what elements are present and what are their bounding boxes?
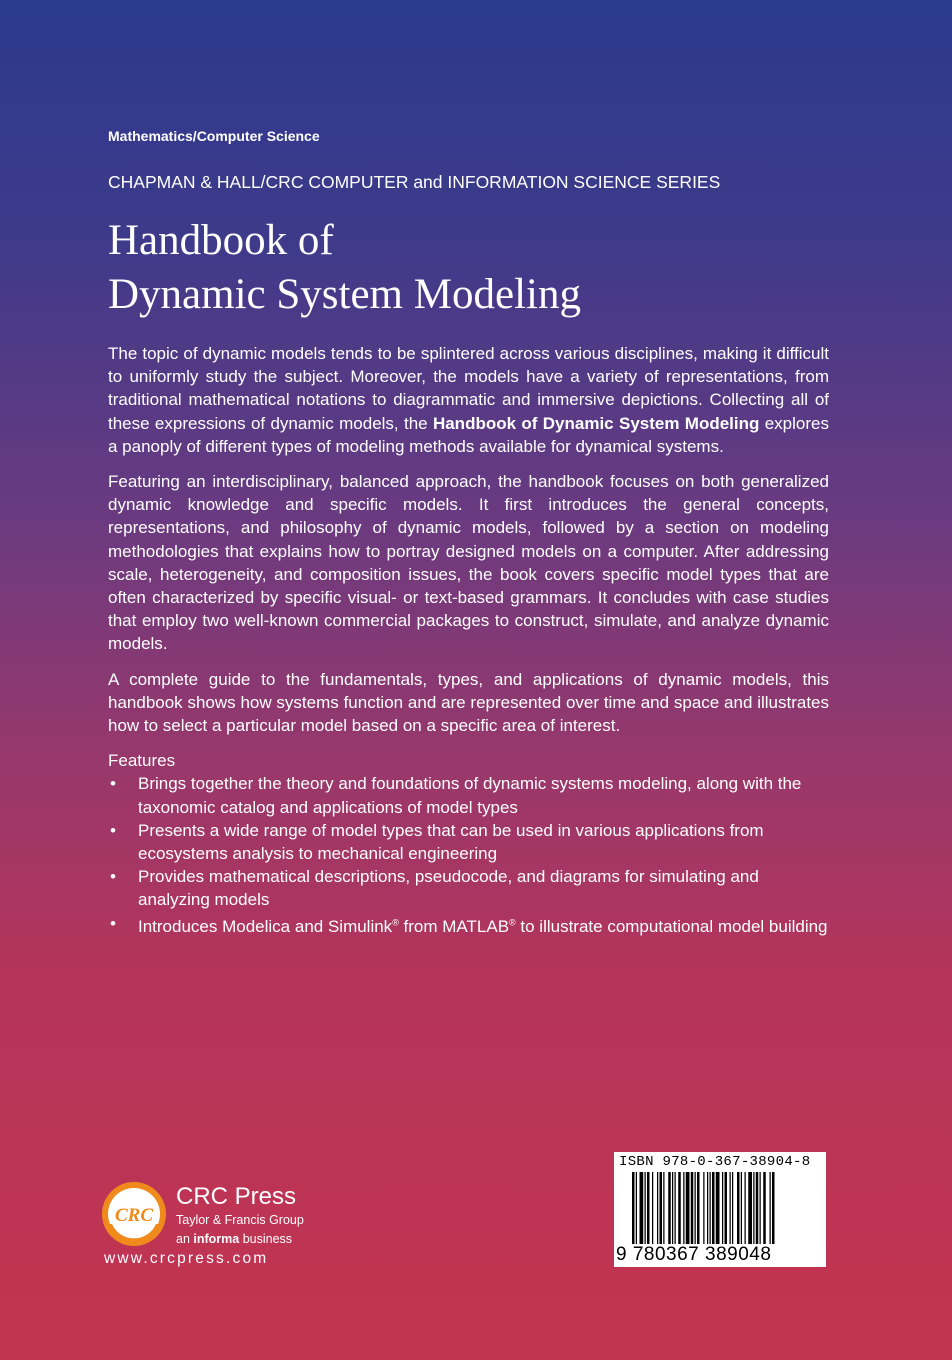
barcode-bar xyxy=(737,1172,740,1244)
registered-mark: ® xyxy=(509,917,516,928)
features-list xyxy=(108,772,829,938)
bullet-icon: • xyxy=(110,913,116,933)
barcode-bar xyxy=(675,1172,676,1244)
barcode-bar xyxy=(663,1172,664,1244)
paragraph-3: A complete guide to the fundamentals, types, and applications of dynamic models, this handbook shows how systems function and are represented over time and space and illustrates how to select a particular model based on a specific area of interest. xyxy=(108,669,829,736)
barcode-bar xyxy=(640,1172,644,1244)
feature-item xyxy=(108,865,829,911)
book-title-line-1: Handbook of xyxy=(108,217,334,264)
barcode-bar xyxy=(710,1172,711,1244)
isbn-barcode xyxy=(614,1152,826,1267)
barcode-bar xyxy=(756,1172,759,1244)
isbn-digits: 9 780367 389048 xyxy=(616,1244,772,1265)
barcode-bar xyxy=(647,1172,650,1244)
barcode-bar xyxy=(691,1172,694,1244)
crc-logo-icon xyxy=(100,1180,168,1248)
barcode-bar xyxy=(732,1172,733,1244)
barcode-bar xyxy=(725,1172,728,1244)
barcode-bar xyxy=(672,1172,673,1244)
bullet-icon: • xyxy=(110,867,116,887)
barcode-bar xyxy=(636,1172,637,1244)
publisher-block xyxy=(100,1180,330,1280)
barcode-bar xyxy=(763,1172,766,1244)
barcode-bar xyxy=(695,1172,696,1244)
book-title-line-2: Dynamic System Modeling xyxy=(108,271,581,318)
barcode-bar xyxy=(741,1172,742,1244)
barcode-bar xyxy=(760,1172,761,1244)
feature-text: Brings together the theory and foundations of dynamic systems modeling, along with the taxonomic catalog and applications of model types xyxy=(138,774,802,817)
barcode-bar xyxy=(632,1172,635,1244)
barcode-bar xyxy=(745,1172,746,1244)
barcode-bar xyxy=(753,1172,754,1244)
barcode-bar xyxy=(678,1172,681,1244)
barcode-bar xyxy=(652,1172,653,1244)
features-heading: Features xyxy=(108,751,176,771)
publisher-informa: an informa business xyxy=(176,1232,293,1246)
feature-item xyxy=(108,912,829,939)
barcode-bar xyxy=(703,1172,704,1244)
isbn-label: ISBN 978-0-367-38904-8 xyxy=(619,1154,811,1170)
publisher-url[interactable]: www.crcpress.com xyxy=(104,1250,269,1267)
feature-text: Provides mathematical descriptions, pseudocode, and diagrams for simulating and analyzing models xyxy=(138,867,759,910)
barcode-bar xyxy=(712,1172,715,1244)
bullet-icon: • xyxy=(110,820,116,840)
barcode-bar xyxy=(748,1172,752,1244)
paragraph-1 xyxy=(108,342,829,458)
barcode-bar xyxy=(772,1172,775,1244)
registered-mark: ® xyxy=(392,917,399,928)
paragraph-1-end: explores a panoply of different types of modeling methods available for dynamical systems. xyxy=(108,413,829,456)
barcode-bar xyxy=(730,1172,731,1244)
paragraph-1-start: The topic of dynamic models tends to be splintered across various disciplines, making it difficult to uniformly study the subject. Moreover, the models have a variety of representations, from traditional mathematical notations to diagrammatic and immersive depictions. Collecting all of these expressions of dynamic models, the xyxy=(108,344,829,433)
barcode-bars xyxy=(632,1172,820,1250)
book-title xyxy=(108,214,581,322)
subject-category: Mathematics/Computer Science xyxy=(108,128,320,144)
publisher-name: CRC Press xyxy=(176,1183,297,1210)
description xyxy=(108,342,829,939)
publisher-group: Taylor & Francis Group xyxy=(176,1213,304,1227)
feature-item xyxy=(108,772,829,818)
barcode-bar xyxy=(716,1172,720,1244)
barcode-bar xyxy=(707,1172,708,1244)
feature-text: Presents a wide range of model types that can be used in various applications from ecosystems analysis to mechanical engineering xyxy=(138,820,764,864)
series-name: CHAPMAN & HALL/CRC COMPUTER and INFORMATION SCIENCE SERIES xyxy=(108,172,721,192)
feature-text: Introduces Modelica and Simulink® from MATLAB® to illustrate computational model building xyxy=(138,917,828,937)
bullet-icon: • xyxy=(110,774,116,794)
feature-item xyxy=(108,819,829,865)
barcode-bar xyxy=(697,1172,700,1244)
barcode-bar xyxy=(660,1172,663,1244)
barcode-bar xyxy=(668,1172,671,1244)
barcode-bar xyxy=(645,1172,646,1244)
paragraph-2: Featuring an interdisciplinary, balanced approach, the handbook focuses on both generalized dynamic knowledge and specific models. It first introduces the general concepts, representations, and philosophy of dynamic models, followed by a section on modeling methodologies that explains how to portray designed models on a computer. After addressing scale, heterogeneity, and composition issues, the book covers specific model types that are often characterized by specific visual- or text-based grammars. It concludes with case studies that employ two well-known commercial packages to construct, simulate, and analyze dynamic models. xyxy=(108,472,829,654)
barcode-bar xyxy=(722,1172,723,1244)
barcode-bar xyxy=(657,1172,658,1244)
crc-logo-text: CRC xyxy=(114,1205,154,1226)
barcode-bar xyxy=(686,1172,690,1244)
barcode-bar xyxy=(770,1172,771,1244)
barcode-bar xyxy=(683,1172,684,1244)
paragraph-1-bold-title: Handbook of Dynamic System Modeling xyxy=(432,413,760,433)
